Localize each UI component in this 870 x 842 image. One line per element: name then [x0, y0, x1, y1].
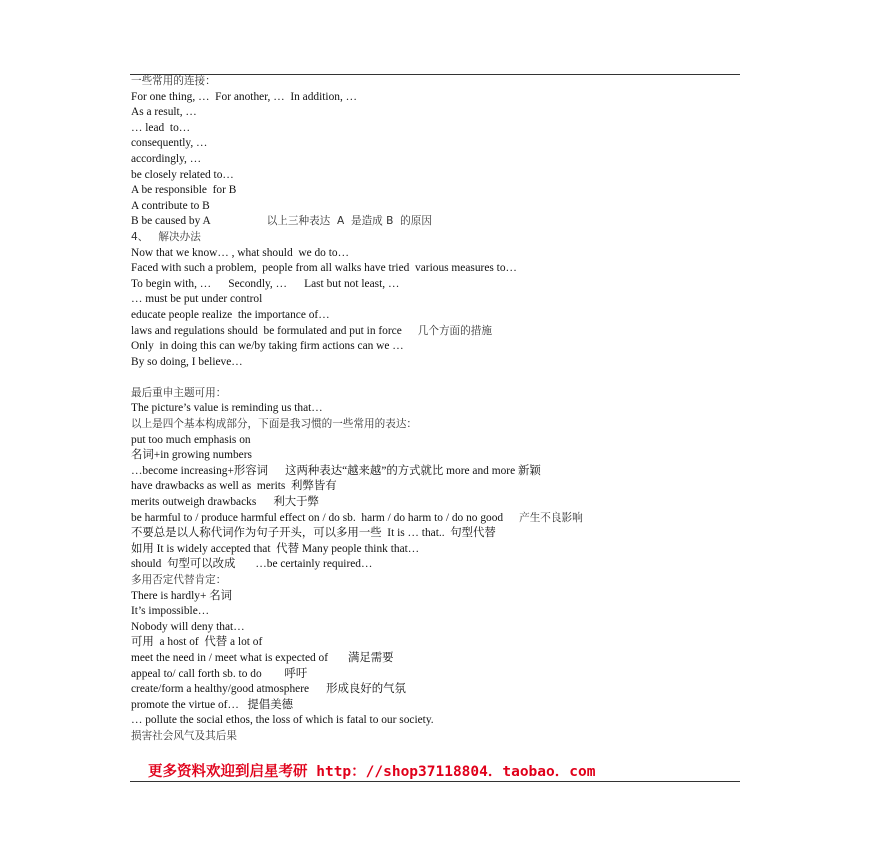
- line-text: create/form a healthy/good atmosphere 形成良好的气氛: [131, 683, 406, 696]
- text-line: [131, 370, 771, 386]
- line-text: A contribute to B: [131, 199, 210, 212]
- line-text: B be caused by A: [131, 215, 211, 228]
- line-text: Nobody will deny that…: [131, 620, 245, 633]
- line-text: consequently, …: [131, 137, 208, 150]
- document-body: [131, 74, 771, 745]
- text-line: [131, 464, 771, 480]
- line-text: 如用 It is widely accepted that 代替 Many people think that…: [131, 542, 420, 555]
- line-text: 损害社会风气及其后果: [131, 729, 237, 742]
- text-line: [131, 573, 771, 589]
- text-line: [131, 386, 771, 402]
- text-line: [131, 152, 771, 168]
- text-line: [131, 339, 771, 355]
- line-text: 最后重申主题可用：: [131, 386, 227, 399]
- text-line: [131, 713, 771, 729]
- line-text: laws and regulations should be formulated and put in force: [131, 324, 402, 337]
- line-text: be harmful to / produce harmful effect on / do sb. harm / do harm to / do no good: [131, 511, 504, 524]
- text-line: [131, 168, 771, 184]
- line-text: 可用 a host of 代替 a lot of: [131, 636, 263, 649]
- text-line: [131, 495, 771, 511]
- text-line: [131, 526, 771, 542]
- line-text: Faced with such a problem, people from all walks have tried various measures to…: [131, 262, 517, 275]
- line-text: 4、 解决办法: [131, 230, 201, 243]
- line-text: put too much emphasis on: [131, 433, 251, 446]
- line-text: 以上是四个基本构成部分，下面是我习惯的一些常用的表达：: [131, 418, 418, 431]
- text-line: [131, 417, 771, 433]
- text-line: [131, 479, 771, 495]
- line-text: … pollute the social ethos, the loss of which is fatal to our society.: [131, 714, 434, 727]
- line-text: Now that we know… , what should we do to…: [131, 246, 349, 259]
- line-text: Only in doing this can we/by taking firm actions can we …: [131, 340, 404, 353]
- line-annotation: 几个方面的措施: [417, 324, 492, 337]
- line-text: To begin with, … Secondly, … Last but not least, …: [131, 277, 400, 290]
- text-line: [131, 277, 771, 293]
- text-line: [131, 542, 771, 558]
- line-text: By so doing, I believe…: [131, 355, 243, 368]
- text-line: [131, 667, 771, 683]
- text-line: [131, 74, 771, 90]
- line-text: 不要总是以人称代词作为句子开头，可以多用一些 It is … that.. 句型代替: [131, 527, 496, 540]
- text-line: [131, 199, 771, 215]
- text-line: [131, 511, 771, 527]
- text-line: [131, 682, 771, 698]
- line-text: 一些常用的连接：: [131, 75, 216, 87]
- text-line: [131, 230, 771, 246]
- bottom-rule: [130, 781, 740, 782]
- line-text: As a result, …: [131, 106, 197, 119]
- text-line: [131, 136, 771, 152]
- text-line: [131, 308, 771, 324]
- text-line: [131, 355, 771, 371]
- text-line: [131, 557, 771, 573]
- text-line: [131, 635, 771, 651]
- text-line: [131, 698, 771, 714]
- line-text: … must be put under control: [131, 293, 263, 306]
- line-text: educate people realize the importance of…: [131, 308, 330, 321]
- text-line: [131, 121, 771, 137]
- text-line: [131, 183, 771, 199]
- line-text: … lead to…: [131, 121, 191, 134]
- text-line: [131, 729, 771, 745]
- text-line: [131, 589, 771, 605]
- text-line: [131, 246, 771, 262]
- line-text: merits outweigh drawbacks 利大于弊: [131, 496, 319, 509]
- line-text: have drawbacks as well as merits 利弊皆有: [131, 480, 337, 493]
- line-text: appeal to/ call forth sb. to do 呼吁: [131, 667, 308, 680]
- text-line: [131, 620, 771, 636]
- text-line: [131, 401, 771, 417]
- line-text: The picture’s value is reminding us that…: [131, 402, 323, 415]
- line-text: A be responsible for B: [131, 184, 237, 197]
- text-line: [131, 448, 771, 464]
- line-text: There is hardly+ 名词: [131, 589, 233, 602]
- text-line: [131, 324, 771, 340]
- text-line: [131, 292, 771, 308]
- footer-advert: 更多资料欢迎到启星考研 http：//shop37118804．taobao．com: [148, 764, 596, 780]
- text-line: [131, 90, 771, 106]
- line-text: 名词+in growing numbers: [131, 449, 252, 462]
- text-line: [131, 651, 771, 667]
- line-text: …become increasing+形容词 这两种表达“越来越”的方式就比 more and more 新颖: [131, 464, 541, 477]
- text-line: [131, 214, 771, 230]
- line-text: It’s impossible…: [131, 605, 210, 618]
- line-text: should 句型可以改成 …be certainly required…: [131, 558, 373, 571]
- line-text: be closely related to…: [131, 168, 234, 181]
- line-annotation: 以上三种表达 A 是造成 B 的原因: [266, 215, 432, 228]
- text-line: [131, 604, 771, 620]
- line-text: promote the virtue of… 提倡美德: [131, 698, 293, 711]
- line-text: For one thing, … For another, … In addition, …: [131, 90, 358, 103]
- line-annotation: 产生不良影响: [519, 511, 583, 524]
- line-text: 多用否定代替肯定：: [131, 574, 227, 586]
- text-line: [131, 433, 771, 449]
- text-line: [131, 261, 771, 277]
- line-text: accordingly, …: [131, 152, 202, 165]
- line-text: meet the need in / meet what is expected of 满足需要: [131, 651, 394, 664]
- text-line: [131, 105, 771, 121]
